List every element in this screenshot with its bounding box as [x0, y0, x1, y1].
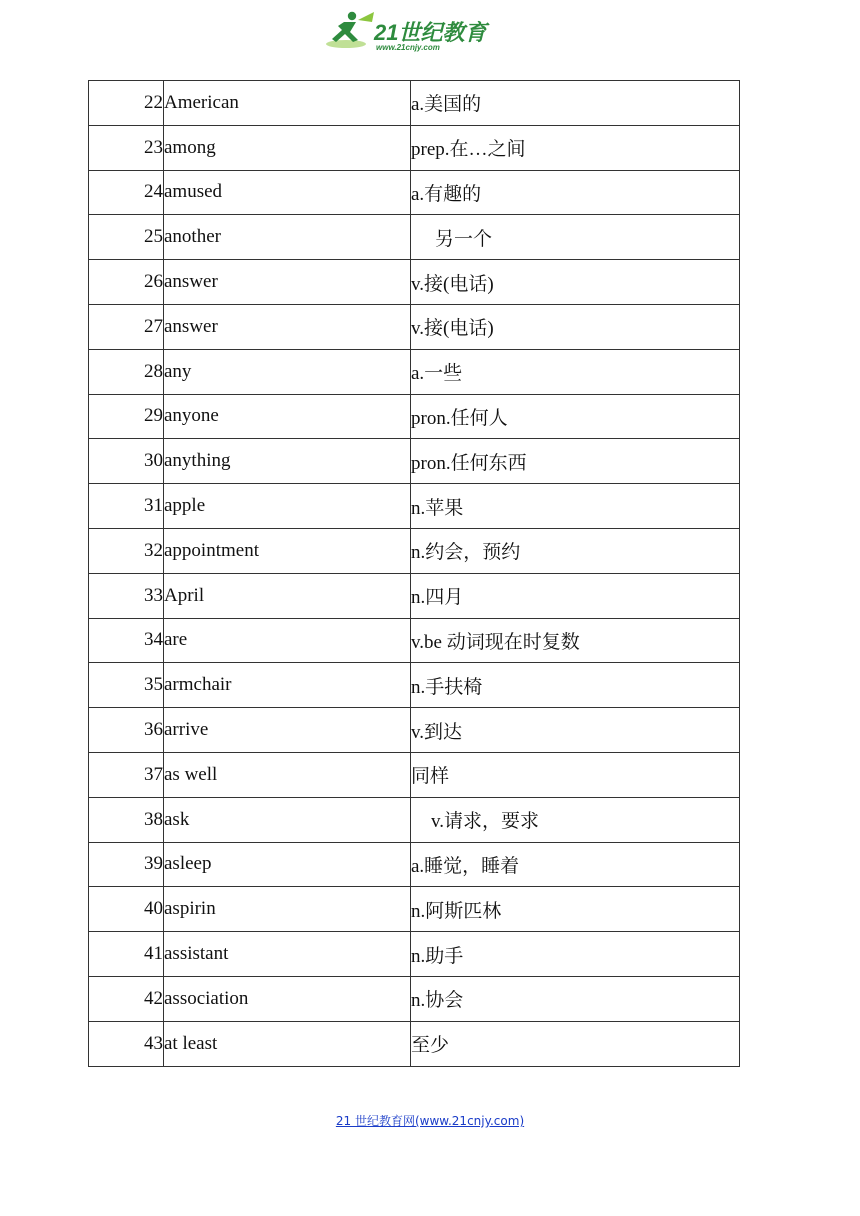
english-word: at least — [164, 1021, 411, 1066]
row-number: 34 — [89, 618, 164, 663]
chinese-meaning-cell — [411, 708, 740, 753]
english-word: another — [164, 215, 411, 260]
chinese-meaning: n.阿斯匹林 — [411, 900, 502, 922]
chinese-meaning: v.请求，要求 — [431, 811, 540, 833]
english-word: April — [164, 573, 411, 618]
english-word: answer — [164, 260, 411, 305]
table-row — [89, 976, 740, 1021]
chinese-meaning-cell — [411, 260, 740, 305]
chinese-meaning-cell — [411, 215, 740, 260]
english-word: answer — [164, 304, 411, 349]
logo-text: 21世纪教育 — [374, 20, 487, 45]
chinese-meaning: a.睡觉，睡着 — [411, 855, 520, 877]
chinese-meaning: 另一个 — [435, 228, 493, 250]
table-row — [89, 887, 740, 932]
table-row — [89, 797, 740, 842]
row-number: 42 — [89, 976, 164, 1021]
english-word: American — [164, 81, 411, 126]
vocabulary-table-body — [89, 81, 740, 1067]
row-number: 43 — [89, 1021, 164, 1066]
chinese-meaning-cell — [411, 528, 740, 573]
table-row — [89, 752, 740, 797]
english-word: ask — [164, 797, 411, 842]
chinese-meaning-cell — [411, 797, 740, 842]
row-number: 29 — [89, 394, 164, 439]
table-row — [89, 663, 740, 708]
english-word: amused — [164, 170, 411, 215]
table-row — [89, 81, 740, 126]
english-word: are — [164, 618, 411, 663]
chinese-meaning: a.美国的 — [411, 94, 482, 116]
chinese-meaning-cell — [411, 484, 740, 529]
chinese-meaning-cell — [411, 349, 740, 394]
row-number: 31 — [89, 484, 164, 529]
english-word: anyone — [164, 394, 411, 439]
chinese-meaning-cell — [411, 663, 740, 708]
chinese-meaning-cell — [411, 125, 740, 170]
chinese-meaning-cell — [411, 752, 740, 797]
chinese-meaning: n.手扶椅 — [411, 676, 483, 698]
chinese-meaning: n.助手 — [411, 945, 464, 967]
chinese-meaning: prep.在…之间 — [411, 139, 526, 161]
row-number: 39 — [89, 842, 164, 887]
row-number: 40 — [89, 887, 164, 932]
row-number: 33 — [89, 573, 164, 618]
table-row — [89, 170, 740, 215]
english-word: appointment — [164, 528, 411, 573]
chinese-meaning: a.一些 — [411, 363, 463, 385]
row-number: 23 — [89, 125, 164, 170]
runner-logo-icon — [322, 6, 492, 54]
table-row — [89, 304, 740, 349]
row-number: 35 — [89, 663, 164, 708]
row-number: 36 — [89, 708, 164, 753]
chinese-meaning-cell — [411, 618, 740, 663]
chinese-meaning: a.有趣的 — [411, 183, 482, 205]
table-row — [89, 573, 740, 618]
english-word: association — [164, 976, 411, 1021]
footer-link[interactable]: 21 世纪教育网(www.21cnjy.com) — [335, 1114, 525, 1128]
row-number: 25 — [89, 215, 164, 260]
chinese-meaning-cell — [411, 932, 740, 977]
english-word: armchair — [164, 663, 411, 708]
chinese-meaning: n.苹果 — [411, 497, 464, 519]
chinese-meaning: pron.任何东西 — [411, 452, 527, 474]
english-word: any — [164, 349, 411, 394]
chinese-meaning-cell — [411, 1021, 740, 1066]
chinese-meaning-cell — [411, 842, 740, 887]
row-number: 26 — [89, 260, 164, 305]
logo-url: www.21cnjy.com — [376, 43, 440, 52]
chinese-meaning: 同样 — [411, 766, 450, 788]
chinese-meaning: v.接(电话) — [411, 318, 494, 340]
table-row — [89, 932, 740, 977]
table-row — [89, 349, 740, 394]
chinese-meaning: n.约会，预约 — [411, 542, 521, 564]
table-row — [89, 439, 740, 484]
english-word: among — [164, 125, 411, 170]
row-number: 41 — [89, 932, 164, 977]
table-row — [89, 215, 740, 260]
row-number: 24 — [89, 170, 164, 215]
chinese-meaning-cell — [411, 394, 740, 439]
chinese-meaning: 至少 — [411, 1035, 450, 1057]
table-row — [89, 1021, 740, 1066]
table-row — [89, 618, 740, 663]
page-footer — [0, 1112, 860, 1129]
row-number: 38 — [89, 797, 164, 842]
english-word: as well — [164, 752, 411, 797]
row-number: 28 — [89, 349, 164, 394]
english-word: arrive — [164, 708, 411, 753]
table-row — [89, 260, 740, 305]
english-word: aspirin — [164, 887, 411, 932]
chinese-meaning-cell — [411, 81, 740, 126]
chinese-meaning: v.接(电话) — [411, 273, 494, 295]
chinese-meaning: v.到达 — [411, 721, 463, 743]
english-word: anything — [164, 439, 411, 484]
chinese-meaning-cell — [411, 170, 740, 215]
row-number: 37 — [89, 752, 164, 797]
chinese-meaning: n.协会 — [411, 990, 464, 1012]
chinese-meaning-cell — [411, 887, 740, 932]
row-number: 22 — [89, 81, 164, 126]
table-row — [89, 394, 740, 439]
table-row — [89, 528, 740, 573]
vocabulary-table — [88, 80, 740, 1067]
chinese-meaning: v.be 动词现在时复数 — [411, 631, 580, 653]
table-row — [89, 484, 740, 529]
chinese-meaning-cell — [411, 573, 740, 618]
table-row — [89, 708, 740, 753]
chinese-meaning-cell — [411, 439, 740, 484]
table-row — [89, 125, 740, 170]
chinese-meaning-cell — [411, 976, 740, 1021]
english-word: apple — [164, 484, 411, 529]
english-word: asleep — [164, 842, 411, 887]
english-word: assistant — [164, 932, 411, 977]
site-logo — [322, 6, 492, 54]
row-number: 30 — [89, 439, 164, 484]
table-row — [89, 842, 740, 887]
row-number: 27 — [89, 304, 164, 349]
chinese-meaning: n.四月 — [411, 587, 464, 609]
chinese-meaning: pron.任何人 — [411, 407, 508, 429]
row-number: 32 — [89, 528, 164, 573]
chinese-meaning-cell — [411, 304, 740, 349]
